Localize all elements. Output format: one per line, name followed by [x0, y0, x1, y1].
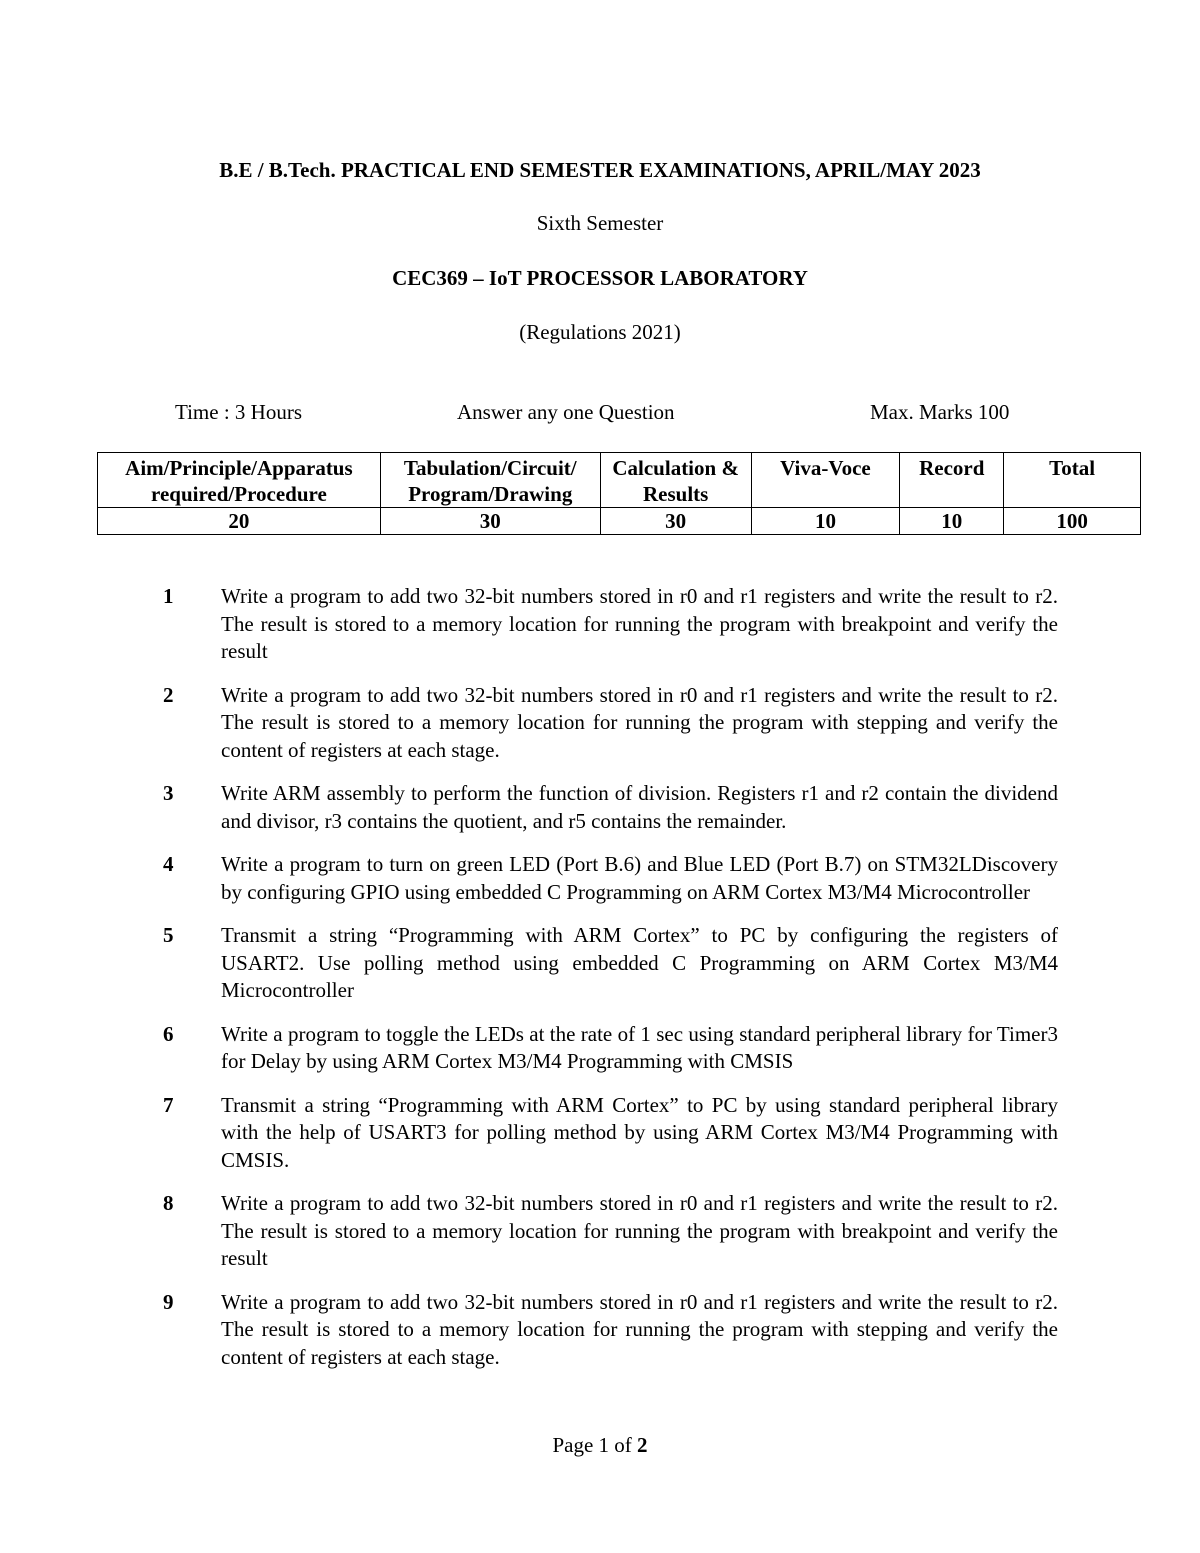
question-text: Transmit a string “Programming with ARM Cortex” to PC by configuring the registers of USART2. Use polling method using embedded C Programming on ARM Cortex M3/M4 Microcontroller [221, 923, 1058, 1002]
exam-meta-row [0, 398, 1200, 426]
question-number: 3 [163, 781, 174, 805]
course-title: CEC369 – IoT PROCESSOR LABORATORY [392, 266, 808, 290]
page-footer [0, 1431, 1200, 1459]
question-text: Write a program to turn on green LED (Port B.6) and Blue LED (Port B.7) on STM32LDiscovery by configuring GPIO using embedded C Programming on ARM Cortex M3/M4 Microcontroller [221, 852, 1058, 904]
marks-header-cell: Viva-Voce [751, 453, 900, 508]
question-item [0, 1092, 1200, 1175]
marks-table [97, 452, 1141, 535]
marks-header-cell: Total [1004, 453, 1141, 508]
question-item [0, 780, 1200, 835]
question-number: 5 [163, 923, 174, 947]
question-item [0, 682, 1200, 765]
question-text: Transmit a string “Programming with ARM Cortex” to PC by using standard peripheral library with the help of USART3 for polling method by using ARM Cortex M3/M4 Programming with CMSIS. [221, 1092, 1058, 1172]
marks-header-cell: Aim/Principle/Apparatus required/Procedure [98, 453, 381, 508]
marks-value-cell: 10 [900, 508, 1004, 535]
question-item [0, 851, 1200, 906]
marks-value-cell: 100 [1004, 508, 1141, 535]
marks-value-cell: 30 [380, 508, 600, 535]
question-item [0, 583, 1200, 666]
marks-header-cell: Record [900, 453, 1004, 508]
question-number: 8 [163, 1191, 174, 1215]
max-marks-label: Max. Marks 100 [870, 400, 1010, 424]
question-text: Write ARM assembly to perform the function of division. Registers r1 and r2 contain the dividend and divisor, r3 contains the quotient, and r5 contains the remainder. [221, 781, 1058, 833]
marks-value-cell: 20 [98, 508, 381, 535]
question-number: 7 [163, 1092, 174, 1117]
marks-value-cell: 30 [600, 508, 751, 535]
time-label: Time : 3 Hours [175, 400, 302, 424]
question-text: Write a program to add two 32-bit numbers stored in r0 and r1 registers and write the result to r2. The result is stored to a memory location for running the program with breakpoint and verify the result [221, 584, 1058, 663]
question-text: Write a program to add two 32-bit numbers stored in r0 and r1 registers and write the result to r2. The result is stored to a memory location for running the program with stepping and verify the content of registers at each stage. [221, 1289, 1058, 1369]
question-number: 2 [163, 682, 174, 707]
regulations-label: (Regulations 2021) [519, 320, 681, 344]
marks-value-cell: 10 [751, 508, 900, 535]
question-text: Write a program to add two 32-bit numbers stored in r0 and r1 registers and write the result to r2. The result is stored to a memory location for running the program with stepping and verify the content of registers at each stage. [221, 682, 1058, 762]
question-text: Write a program to toggle the LEDs at the rate of 1 sec using standard peripheral library for Timer3 for Delay by using ARM Cortex M3/M4 Programming with CMSIS [221, 1021, 1058, 1073]
question-number: 9 [163, 1289, 174, 1314]
marks-header-cell: Calculation & Results [600, 453, 751, 508]
question-item [0, 1289, 1200, 1372]
semester-label: Sixth Semester [536, 211, 664, 235]
marks-value-row [98, 508, 1141, 535]
page-number-prefix: Page 1 of [552, 1433, 638, 1457]
marks-header-row [98, 453, 1141, 508]
question-item [0, 1021, 1200, 1076]
question-item [0, 922, 1200, 1005]
question-item [0, 1190, 1200, 1273]
page-total: 2 [637, 1433, 648, 1457]
question-number: 6 [163, 1021, 174, 1046]
question-text: Write a program to add two 32-bit numbers stored in r0 and r1 registers and write the result to r2. The result is stored to a memory location for running the program with breakpoint and verify the result [221, 1191, 1058, 1270]
question-list [0, 583, 1200, 1387]
instruction-label: Answer any one Question [457, 400, 675, 424]
exam-title: B.E / B.Tech. PRACTICAL END SEMESTER EXAMINATIONS, APRIL/MAY 2023 [219, 158, 981, 182]
question-number: 1 [163, 584, 174, 608]
question-number: 4 [163, 852, 174, 876]
marks-header-cell: Tabulation/Circuit/ Program/Drawing [380, 453, 600, 508]
